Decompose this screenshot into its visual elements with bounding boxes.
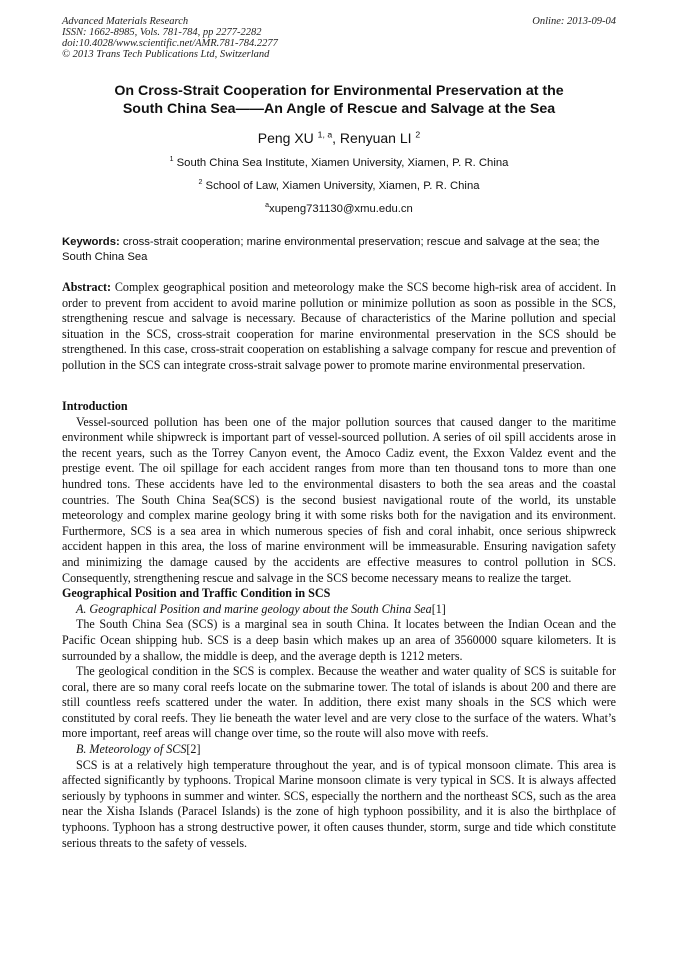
journal-header	[62, 16, 278, 60]
section-heading-geography: Geographical Position and Traffic Condition in SCS	[62, 586, 331, 601]
journal-name: Advanced Materials Research	[62, 16, 189, 27]
citation-ref: [1]	[431, 601, 446, 616]
keywords-label: Keywords:	[62, 236, 120, 248]
affiliation-mark: a	[265, 202, 270, 210]
author-2-affil-mark: 2	[415, 129, 421, 140]
section-heading-introduction: Introduction	[62, 399, 128, 413]
paper-title	[62, 82, 616, 118]
keywords-block	[62, 235, 616, 265]
title-line-2: South China Sea——An Angle of Rescue and Salvage at the Sea	[122, 101, 556, 117]
affiliation-2	[62, 179, 616, 193]
paragraph: SCS is at a relatively high temperature throughout the year, and is of typical monsoon climate. This area is affected significantly by typhoons. Tropical Marine monsoon climate is very typical in SCS. It is always affected seriously by typhoons in summer and winter. SCS, especially the northern and the northeast SCS, such as the area near the Xisha Islands (Paracel Islands) is the zone of high typhoon possibility, and it is also the birthplace of typhoons. Typhoon has a strong destructive power, it often causes thunder, storm, surge and tide which constitute serious threats to the safety of vessels.	[62, 757, 616, 850]
author-1: Peng XU	[257, 130, 314, 146]
subsection-heading-b	[62, 742, 616, 758]
doi-line: doi:10.4028/www.scientific.net/AMR.781-784.2277	[62, 38, 278, 49]
email-text: xupeng731130@xmu.edu.cn	[269, 203, 413, 215]
paragraph: The South China Sea (SCS) is a marginal sea in south China. It locates between the Indian Ocean and the Pacific Ocean shipping hub. SCS is a deep basin which makes up an area of 3560000 square kilometers. It is surrounded by a shallow, the middle is deep, and the average depth is 1212 meters.	[62, 617, 616, 663]
main-body	[62, 399, 616, 851]
affiliation-text: School of Law, Xiamen University, Xiamen, P. R. China	[205, 180, 480, 192]
online-date: Online: 2013-09-04	[532, 16, 616, 27]
subsection-b-title: B. Meteorology of SCS	[76, 742, 187, 757]
paragraph: The geological condition in the SCS is complex. Because the weather and water quality of SCS is suitable for coral, there are so many coral reefs locate on the submarine tower. The total of islands is about 200 and there are still countless reefs scattered under the water. In addition, there exist many shoals in the SCS which were constituted by coral reefs. They lie beneath the water level and are very close to the surface of the waters. What’s more important, reef areas will change over time, so the route will also move with reefs.	[62, 664, 616, 741]
keywords-text: cross-strait cooperation; marine environmental preservation; rescue and salvage at the sea; the South China Sea	[62, 236, 600, 263]
affiliation-text: South China Sea Institute, Xiamen University, Xiamen, P. R. China	[176, 157, 509, 169]
abstract-label: Abstract:	[62, 280, 112, 294]
affiliation-mark: 2	[198, 179, 203, 187]
author-line	[62, 129, 616, 147]
subsection-heading-a	[62, 602, 616, 618]
issn-line: ISSN: 1662-8985, Vols. 781-784, pp 2277-2282	[62, 27, 262, 38]
author-separator: ,	[332, 130, 340, 146]
author-1-affil-mark: 1, a	[317, 129, 333, 140]
affiliation-mark: 1	[169, 156, 174, 164]
abstract-text: Complex geographical position and meteorology make the SCS become high-risk area of accident. In order to prevent from accident to avoid marine pollution or minimize pollution as soon as possible in the SCS, strengthening rescue and salvage is necessary. Because of characteristics of the Marine pollution and special situation in the SCS, cross-strait cooperation for marine environmental preservation in the SCS should be strengthened. In this case, cross-strait cooperation on establishing a salvage company for rescue and prevention of pollution in the SCS can integrate cross-strait salvage power to promote marine environmental preservation.	[62, 280, 616, 372]
author-2: Renyuan LI	[339, 130, 412, 146]
title-line-1: On Cross-Strait Cooperation for Environmental Preservation at the	[114, 83, 564, 99]
copyright-line: © 2013 Trans Tech Publications Ltd, Switzerland	[62, 49, 270, 60]
abstract-block	[62, 280, 616, 374]
affiliation-email	[62, 202, 616, 216]
subsection-a-title: A. Geographical Position and marine geology about the South China Sea	[76, 601, 432, 616]
citation-ref: [2]	[186, 742, 201, 757]
paragraph: Vessel-sourced pollution has been one of the major pollution sources that caused danger to the maritime environment while shipwreck is important part of vessel-sourced pollution. A series of oil spill accidents arose in the recent years, such as the Torrey Canyon event, the Amoco Cadiz event, the Exxon Valdez event and the prestige event. The oil spillage for each accident ranges from more than ten thousand tons to more than one hundred tons. These accidents have led to the environmental disasters to both the sea areas and the coastal countries. The South China Sea(SCS) is the second busiest navigational route of the world, its unstable meteorology and complex marine geology bring it with some risks both for the navigation and its environment. Furthermore, SCS is a sea area in which numerous species of fish and coral inhabit, once serious shipwreck accident happen in this area, the loss of marine environment will be immeasurable. Ensuring navigation safety and minimizing the damage caused by the accidents are effective measures to control pollution in SCS. Consequently, strengthening rescue and salvage in the SCS become necessary means to realize the target.	[62, 414, 616, 585]
affiliation-1	[62, 156, 616, 170]
